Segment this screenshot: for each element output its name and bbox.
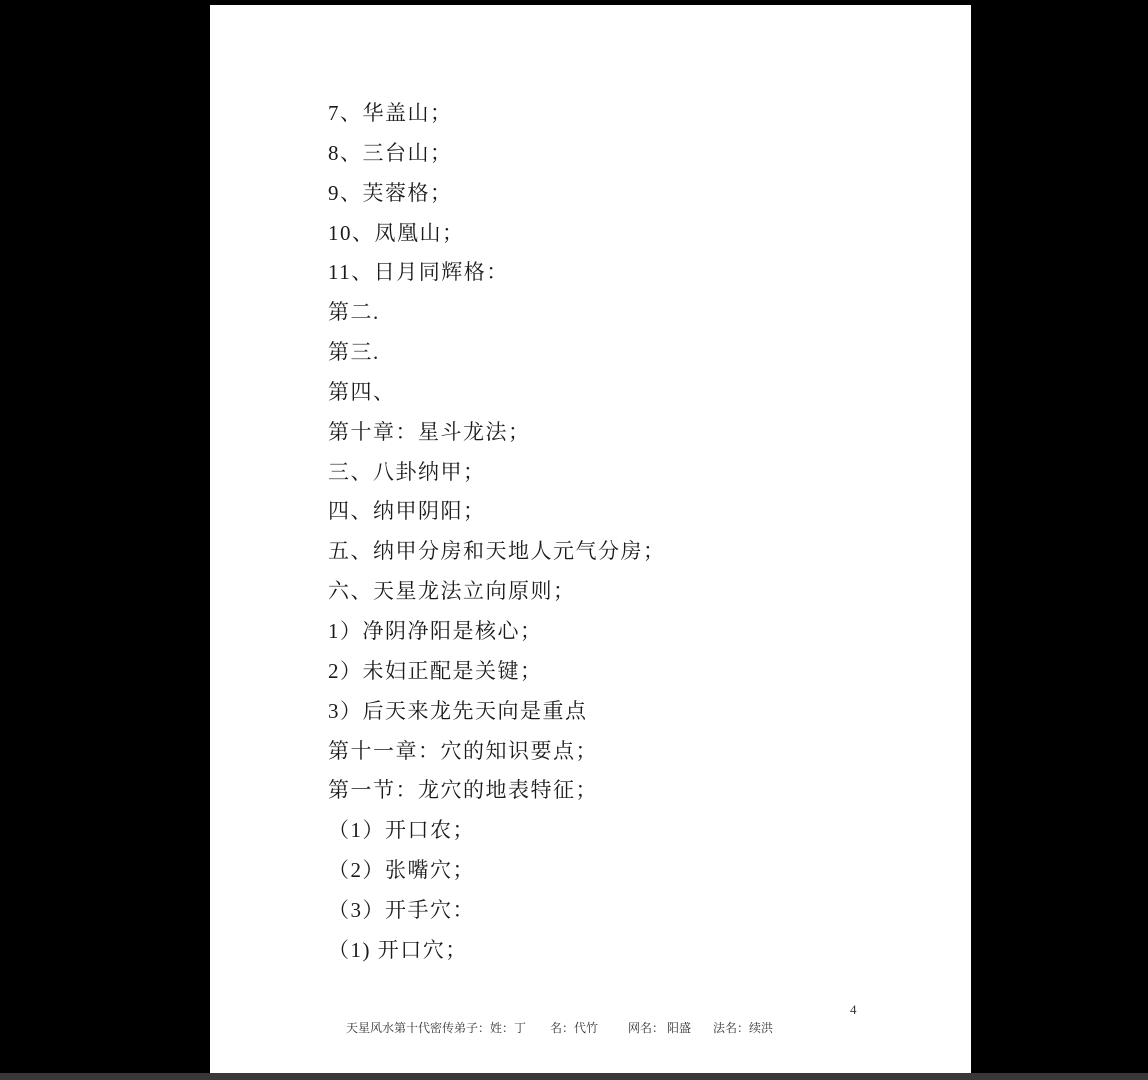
document-line: （2）张嘴穴； (328, 858, 475, 883)
document-line: 五、纳甲分房和天地人元气分房； (328, 539, 666, 564)
document-line: 第一节：龙穴的地表特征； (328, 778, 598, 803)
document-body-text (328, 94, 928, 971)
document-line: 第十一章：穴的知识要点； (328, 738, 598, 763)
document-line: 3）后天来龙先天向是重点 (328, 698, 588, 723)
document-line: （3）开手穴： (328, 897, 475, 922)
document-line: 8、三台山； (328, 140, 453, 165)
page-footer (328, 1001, 971, 1035)
document-line: 第十章：星斗龙法； (328, 419, 531, 444)
document-line: （1) 开口穴； (328, 937, 468, 962)
footer-disciple-text: 天星风水第十代密传弟子：姓：丁 (346, 1021, 527, 1035)
document-page (210, 5, 971, 1074)
document-line: 第二. (328, 300, 380, 325)
document-line: 第三. (328, 340, 380, 365)
document-line: 第四、 (328, 379, 396, 404)
footer-netname-text: 网名： 阳盛 (628, 1021, 692, 1035)
document-line: 1）净阴净阳是核心； (328, 618, 543, 643)
document-line: 2）未妇正配是关键； (328, 658, 543, 683)
document-line: 7、华盖山； (328, 101, 453, 125)
document-line: （1）开口农； (328, 818, 475, 843)
document-line: 六、天星龙法立向原则； (328, 579, 576, 604)
document-line: 10、凤凰山； (328, 220, 465, 245)
page-number: 4 (850, 1002, 857, 1017)
document-line: 四、纳甲阴阳； (328, 499, 486, 524)
document-line: 三、八卦纳甲； (328, 459, 486, 484)
document-line: 11、日月同辉格： (328, 260, 509, 285)
footer-name-text: 名：代竹 (550, 1021, 599, 1035)
footer-faname-text: 法名：续洪 (713, 1021, 774, 1035)
viewer-bottom-edge (0, 1073, 1148, 1080)
document-line: 9、芙蓉格； (328, 180, 453, 205)
